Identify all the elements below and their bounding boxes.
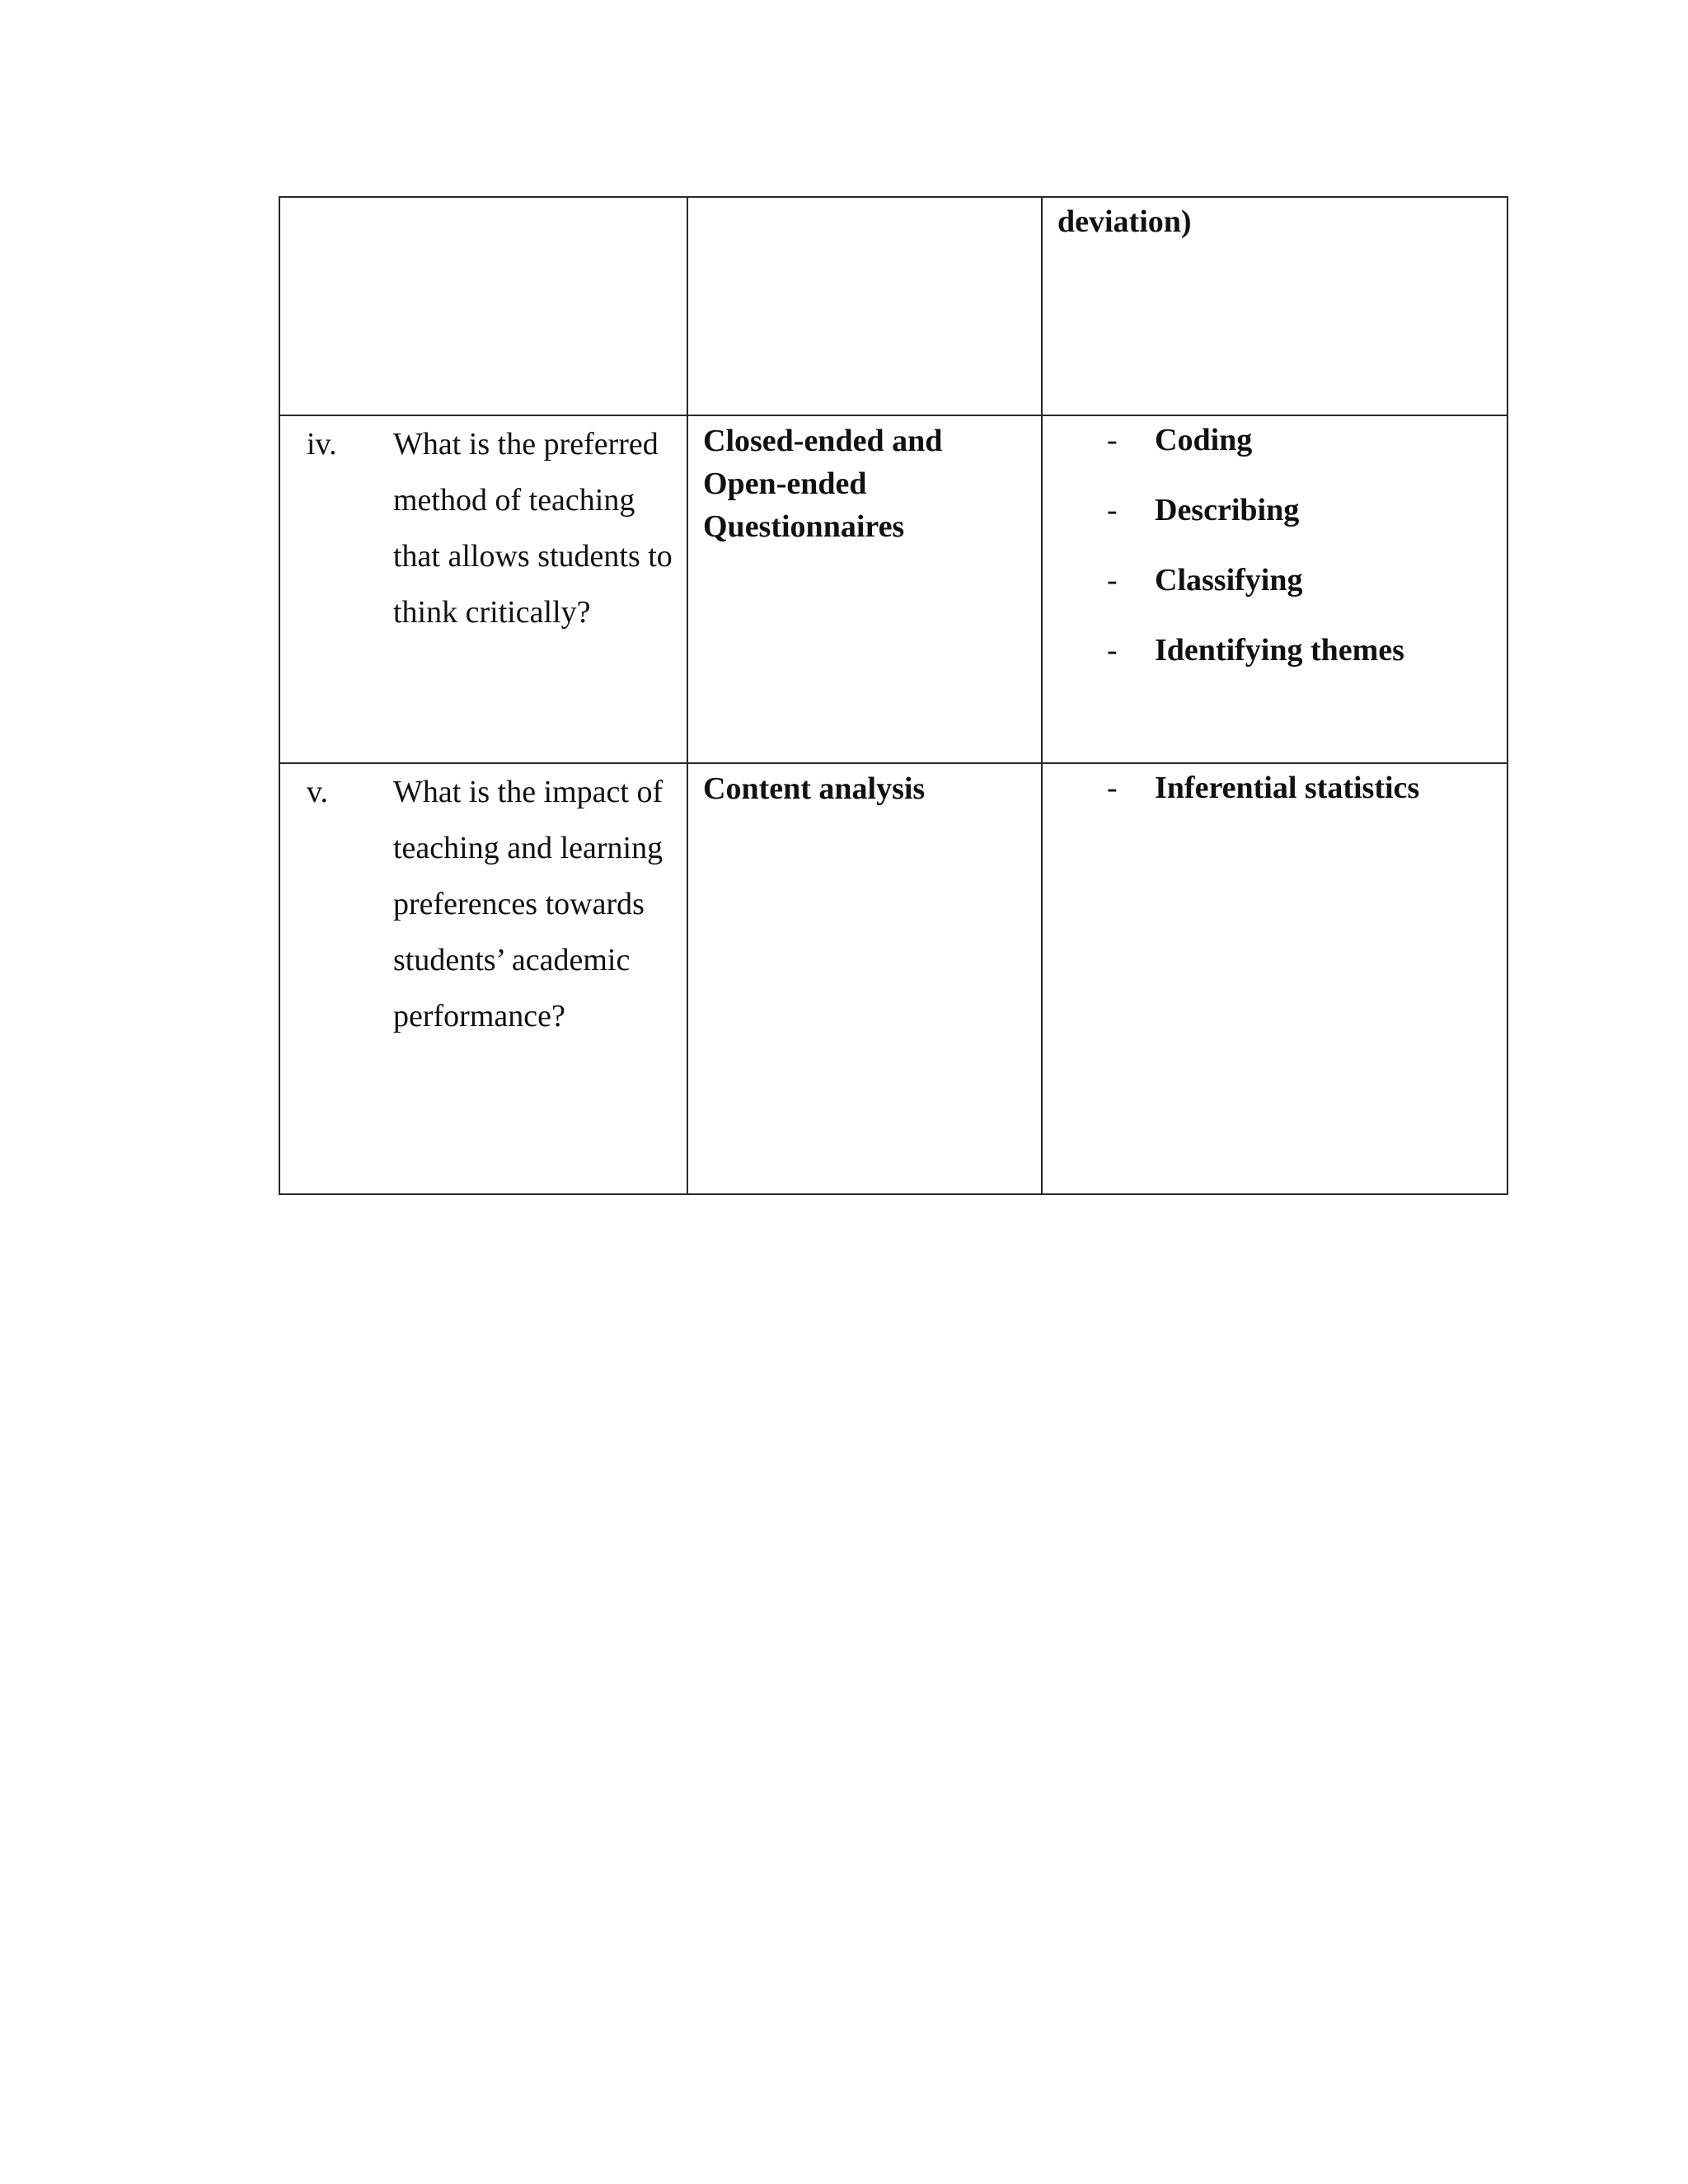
list-item [1043,560,1507,630]
question-text: What is the impact of teaching and learning preferences towards students’ academic performance? [393,775,663,1033]
bullet-dash: - [1107,563,1118,598]
question-numeral: iv. [307,427,337,462]
analysis-item-label: Describing [1155,493,1300,527]
question-cell [279,415,687,763]
table-row [279,763,1507,1194]
method-text: Closed-ended and Open-ended Questionnaires [703,424,943,544]
bullet-dash: - [1107,771,1118,805]
analysis-continuation: deviation) [1057,204,1192,239]
list-item [1043,630,1507,700]
method-cell [687,763,1042,1194]
analysis-item-label: Identifying themes [1155,633,1404,668]
analysis-item-label: Classifying [1155,563,1303,598]
table-row [279,197,1507,415]
bullet-dash: - [1107,423,1118,457]
question-cell [279,763,687,1194]
analysis-item-label: Coding [1155,423,1253,457]
analysis-list [1043,416,1507,700]
list-item [1043,419,1507,490]
analysis-list [1043,764,1507,837]
analysis-cell [1042,197,1507,415]
list-item [1043,490,1507,560]
analysis-cell [1042,763,1507,1194]
list-item [1043,767,1507,837]
analysis-cell [1042,415,1507,763]
analysis-item-label: Inferential statistics [1155,771,1420,805]
question-numeral: v. [307,775,329,809]
method-cell [687,197,1042,415]
table-row [279,415,1507,763]
method-text: Content analysis [703,771,926,806]
bullet-dash: - [1107,633,1118,668]
question-text: What is the preferred method of teaching that allows students to think critically? [393,427,673,630]
bullet-dash: - [1107,493,1118,527]
method-cell [687,415,1042,763]
question-cell [279,197,687,415]
analysis-table [279,196,1508,1195]
